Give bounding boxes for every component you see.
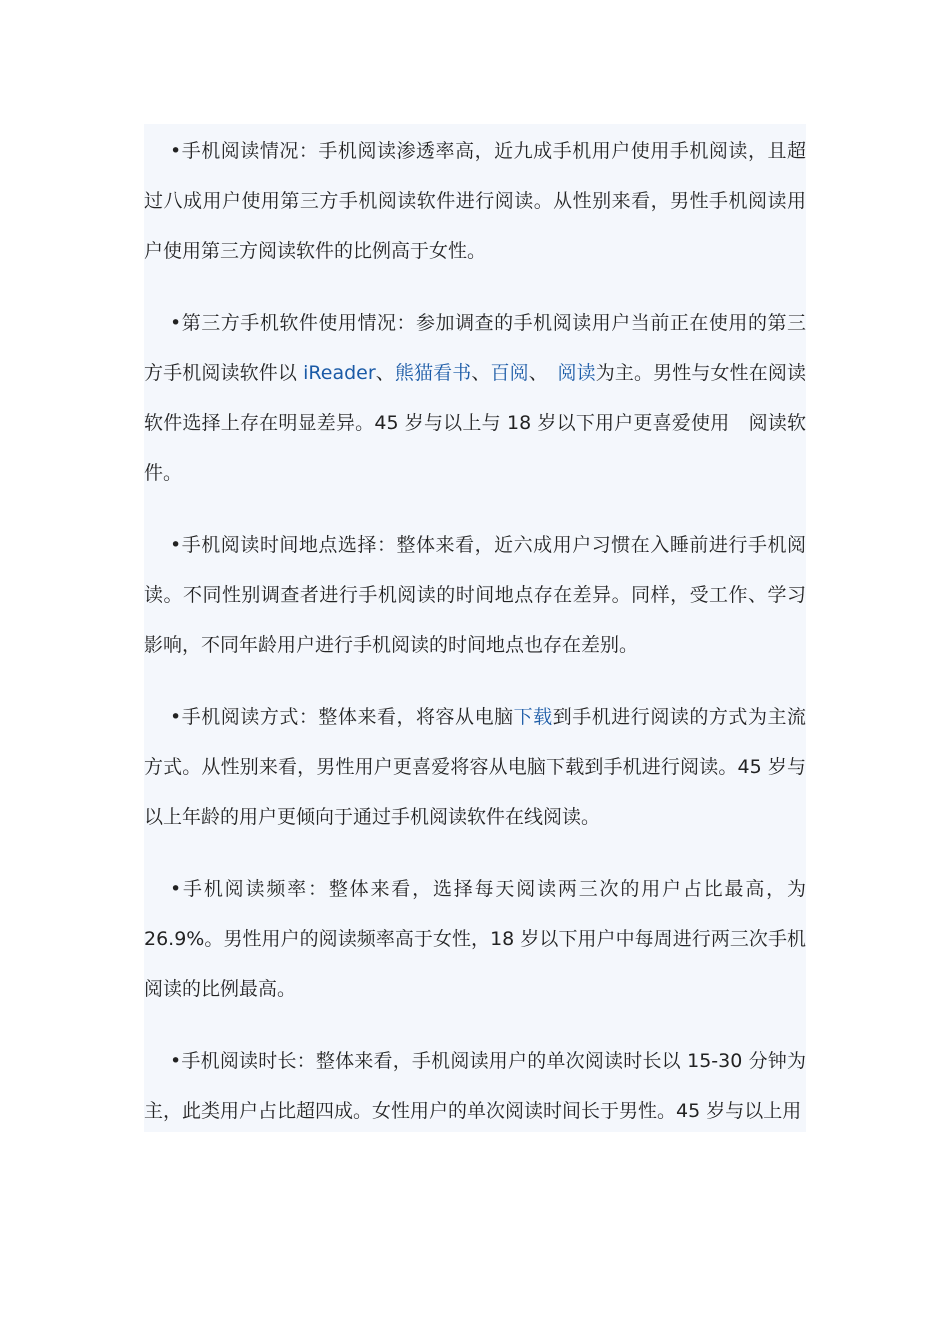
separator-text: 、 — [528, 362, 558, 384]
paragraph-text: •手机阅读频率：整体来看，选择每天阅读两三次的用户占比最高，为 26.9%。男性用户的阅读频率高于女性，18 岁以下用户中每周进行两三次手机阅读的比例最高。 — [144, 878, 806, 1000]
paragraph-text: •手机阅读时长：整体来看，手机阅读用户的单次阅读时长以 15-30 分钟为主，此类用户占比超四成。女性用户的单次阅读时间长于男性。45 岁与以上用 — [144, 1050, 806, 1122]
link-reading[interactable]: 阅读 — [557, 362, 596, 384]
link-ireader[interactable]: iReader — [303, 362, 376, 384]
paragraph-text: 为主。男性与女性在阅读软件选择上存在明显差异。45 岁与以上与 18 岁以下用户更喜爱使用 阅读软件。 — [144, 362, 806, 484]
separator-text: 、 — [375, 362, 395, 384]
paragraph-text: •手机阅读情况：手机阅读渗透率高，近九成手机用户使用手机阅读，且超过八成用户使用第三方手机阅读软件进行阅读。从性别来看，男性手机阅读用户使用第三方阅读软件的比例高于女性。 — [144, 140, 806, 262]
report-content-block — [144, 124, 806, 1132]
paragraph-text: •手机阅读方式：整体来看，将容从电脑 — [170, 706, 514, 728]
link-baiyue[interactable]: 百阅 — [490, 362, 529, 384]
paragraph-time-location — [144, 520, 806, 670]
paragraph-reading-method — [144, 692, 806, 842]
paragraph-text: •第三方手机软件使用情况：参加调查的手机阅读用户当前正在使用的第三方手机阅读软件以 — [144, 312, 806, 384]
paragraph-text: •手机阅读时间地点选择：整体来看，近六成用户习惯在入睡前进行手机阅读。不同性别调查者进行手机阅读的时间地点存在差异。同样，受工作、学习影响，不同年龄用户进行手机阅读的时间地点也存在差别。 — [144, 534, 806, 656]
separator-text: 、 — [471, 362, 491, 384]
link-download[interactable]: 下载 — [513, 706, 553, 728]
paragraph-reading-duration — [144, 1036, 806, 1132]
paragraph-text: 到手机进行阅读的方式为主流方式。从性别来看，男性用户更喜爱将容从电脑下载到手机进行阅读。45 岁与以上年龄的用户更倾向于通过手机阅读软件在线阅读。 — [144, 706, 806, 828]
paragraph-reading-situation — [144, 126, 806, 276]
paragraph-third-party-software — [144, 298, 806, 498]
link-panda-reader[interactable]: 熊猫看书 — [394, 362, 472, 384]
paragraph-reading-frequency — [144, 864, 806, 1014]
